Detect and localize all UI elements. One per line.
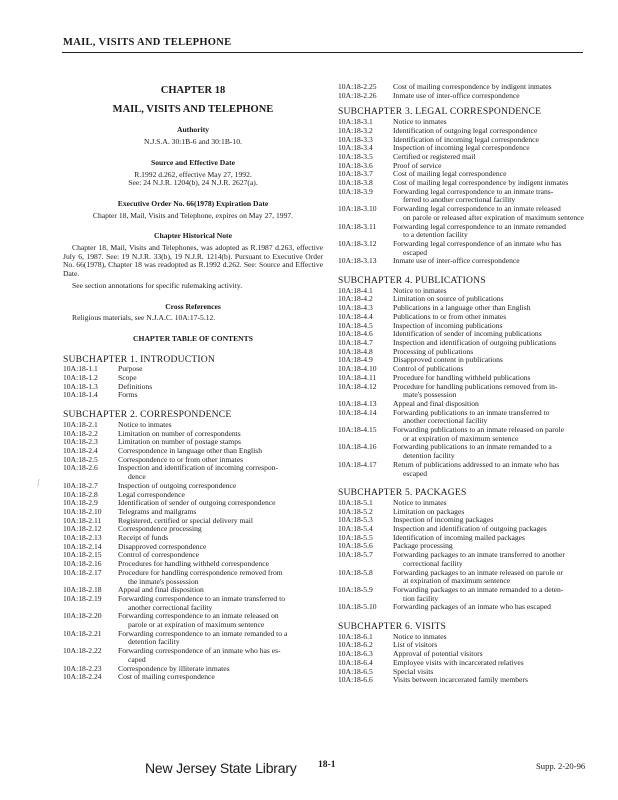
toc-entry [338,633,588,642]
toc-entry [338,443,588,460]
section-number: 10A:18-3.13 [338,256,377,266]
section-number: 10A:18-2.1 [63,419,98,429]
toc-entry [338,534,588,543]
section-title-text: Purpose [118,364,143,374]
toc-entry [63,525,323,534]
section-number: 10A:18-3.7 [338,169,373,179]
section-title-text: Control of publications [393,364,464,374]
section-title-text: Procedure for handling correspondence removed from [118,567,283,577]
toc-entry [338,383,588,400]
authority-heading: Authority [176,125,210,135]
section-number: 10A:18-2.25 [338,82,377,91]
section-title-text: Procedure for handling publications removed from in- [393,381,558,391]
section-title [393,409,588,426]
section-number: 10A:18-4.7 [338,337,373,347]
section-title-text: Forwarding correspondence of an inmate who has es- [118,646,281,656]
section-number: 10A:18-5.3 [338,515,373,525]
section-title-continuation: another correctional facility [403,416,488,426]
subchapter-entries [63,421,323,682]
section-number: 10A:18-1.1 [63,364,98,374]
section-title-text: Forwarding legal correspondence to an inmate released [393,204,561,214]
running-head: MAIL, VISITS AND TELEPHONE [63,37,232,48]
section-title-continuation: to a detention facility [403,230,468,240]
section-title-text: Inspection and identification of outgoing packages [393,524,547,534]
authority-text: N.J.S.A. 30:1B-6 and 30:1B-10. [144,137,242,147]
section-title-text: Forwarding correspondence to an inmate transferred to [118,593,285,603]
subchapter-heading: SUBCHAPTER 6. VISITS [338,621,447,633]
section-title-text: Notice to inmates [393,631,447,641]
section-title-text: Inspection of outgoing correspondence [118,480,237,490]
section-number: 10A:18-3.4 [338,143,373,153]
section-title-text: Identification of sender of incoming publications [393,329,542,339]
section-title [393,257,588,266]
section-title-continuation: another correctional facility [128,602,213,612]
section-number: 10A:18-5.4 [338,524,373,534]
toc-entry [338,676,588,685]
section-title [393,188,588,205]
subchapter-entries [338,633,588,685]
section-number: 10A:18-2.17 [63,567,102,577]
section-title [118,365,323,374]
section-title-continuation: detention facility [403,451,455,461]
toc-entry [63,482,323,491]
history-text: Chapter 18, Mail, Visits and Telephones, was adopted as R.1987 d.263, effective July 6, 1987. See: 19 N.J.R. 33(b), 19 N.J.R. 1214(b). Pursuant to Executive Order No. 66(1978), Chapter 18 was readopted as R.1992 d.262. See: Source and Effective Date. [63,243,323,279]
section-title-text: Forwarding publications to an inmate remanded to a [393,442,552,452]
section-title [118,647,323,664]
section-title [118,383,323,392]
section-title-continuation: escaped [403,468,428,478]
section-number: 10A:18-5.5 [338,532,373,542]
section-title-continuation: tion facility [403,593,439,603]
section-title-continuation: parole or at expiration of maximum sentence [128,620,265,630]
section-title-text: Forwarding publications to an inmate transferred to [393,407,550,417]
section-title-continuation: detention facility [128,637,180,647]
section-title [393,676,588,685]
section-title [393,586,588,603]
section-number: 10A:18-2.5 [63,454,98,464]
section-number: 10A:18-5.1 [338,497,373,507]
margin-mark: ⁄ [35,478,42,489]
section-title-text: Special visits [393,666,434,676]
section-title-text: Appeal and final disposition [393,398,479,408]
section-number: 10A:18-3.9 [338,186,373,196]
section-title-continuation: correctional facility [403,558,463,568]
supplement-date: Supp. 2-20-96 [536,761,586,771]
section-title-text: Employee visits with incarcerated relatives [393,657,524,667]
section-title [393,461,588,478]
section-title-text: Forwarding packages of an inmate who has escaped [393,602,551,612]
section-title-text: Notice to inmates [118,419,172,429]
section-title-continuation: dence [128,472,146,482]
section-title-text: Identification of outgoing legal correspondence [393,125,538,135]
section-number: 10A:18-4.4 [338,311,373,321]
section-number: 10A:18-6.2 [338,640,373,650]
section-title [118,612,323,629]
section-title-text: Disapproved content in publications [393,355,503,365]
toc-entry [63,569,323,586]
section-number: 10A:18-4.17 [338,459,377,469]
section-title-text: Correspondence by illiterate inmates [118,663,230,673]
section-number: 10A:18-3.6 [338,160,373,170]
section-title [118,464,323,481]
section-title-text: Visits between incarcerated family members [393,675,528,685]
toc-entry [63,673,323,682]
section-title [393,551,588,568]
section-number: 10A:18-2.9 [63,498,98,508]
section-number: 10A:18-4.5 [338,320,373,330]
section-title-text: Limitation on packages [393,506,465,516]
toc-entry [338,257,588,266]
section-title-text: Publications to or from other inmates [393,311,507,321]
toc-entry [338,409,588,426]
section-title-text: Package processing [393,541,453,551]
section-number: 10A:18-2.21 [63,628,102,638]
section-title-text: Control of correspondence [118,550,199,560]
section-title-continuation: caped [128,654,146,664]
section-title [118,673,323,682]
section-title-text: Proof of service [393,160,442,170]
header-rule [62,52,583,53]
section-title [118,595,323,612]
section-number: 10A:18-2.2 [63,428,98,438]
section-title-continuation: on parole or released after expiration of maximum sentence [403,212,584,222]
section-title [393,205,588,222]
section-number: 10A:18-3.12 [338,238,377,248]
section-title-text: Identification of sender of outgoing correspondence [118,498,276,508]
section-number: 10A:18-2.15 [63,550,102,560]
right-subchapter-list [338,108,588,685]
section-title-text: Forwarding packages to an inmate remanded to a deten- [393,584,564,594]
section-number: 10A:18-4.3 [338,303,373,313]
section-title-text: List of visitors [393,640,438,650]
section-number: 10A:18-4.16 [338,442,377,452]
section-title-text: Disapproved correspondence [118,541,207,551]
section-number: 10A:18-6.4 [338,657,373,667]
section-number: 10A:18-4.6 [338,329,373,339]
section-number: 10A:18-2.8 [63,489,98,499]
section-title-text: Forwarding legal correspondence of an inmate who has [393,238,562,248]
section-number: 10A:18-4.15 [338,425,377,435]
subchapter-entries [338,287,588,478]
section-title-text: Notice to inmates [393,117,447,127]
section-number: 10A:18-5.2 [338,506,373,516]
section-number: 10A:18-4.9 [338,355,373,365]
section-number: 10A:18-2.19 [63,593,102,603]
section-number: 10A:18-4.2 [338,294,373,304]
section-title-text: Definitions [118,381,153,391]
toc-entry [338,223,588,240]
section-title [118,630,323,647]
section-title-text: Inspection of incoming legal correspondence [393,143,530,153]
section-title-text: Procedures for handling withheld correspondence [118,559,269,569]
subchapter-heading: SUBCHAPTER 3. LEGAL CORRESPONDENCE [338,106,542,118]
toc-entry [63,365,323,374]
right-continued-entries [338,83,588,100]
section-number: 10A:18-3.5 [338,151,373,161]
section-number: 10A:18-2.10 [63,506,102,516]
section-title-text: Limitation on number of postage stamps [118,437,241,447]
section-title-text: Forwarding correspondence to an inmate released on [118,611,279,621]
section-number: 10A:18-4.8 [338,346,373,356]
section-number: 10A:18-4.10 [338,364,377,374]
toc-entry [338,188,588,205]
section-title-continuation: mate's possession [403,390,457,400]
toc-entry [338,153,588,162]
section-number: 10A:18-4.11 [338,372,377,382]
section-title-text: Forwarding correspondence to an inmate remanded to a [118,628,288,638]
section-title [393,92,588,101]
toc-entry [338,426,588,443]
section-title-text: Receipt of funds [118,533,169,543]
subchapter-heading: SUBCHAPTER 4. PUBLICATIONS [338,275,486,287]
toc-entry [63,383,323,392]
section-title-continuation: or at expiration of maximum sentence [403,433,519,443]
section-title-text: Correspondence processing [118,524,202,534]
section-number: 10A:18-1.4 [63,390,98,400]
section-title-text: Scope [118,373,137,383]
section-title-text: Legal correspondence [118,489,185,499]
section-number: 10A:18-2.4 [63,445,98,455]
exec-order-text: Chapter 18, Mail, Visits and Telephone, expires on May 27, 1997. [92,210,294,220]
section-title-text: Correspondence in language other than English [118,445,263,455]
section-title-text: Notice to inmates [393,285,447,295]
toc-entry [338,240,588,257]
section-title-text: Forwarding legal correspondence to an inmate remanded [393,221,566,231]
section-number: 10A:18-4.1 [338,285,373,295]
toc-entry [338,205,588,222]
section-number: 10A:18-2.16 [63,559,102,569]
section-title-text: Limitation on number of correspondents [118,428,241,438]
section-title [393,240,588,257]
section-number: 10A:18-2.26 [338,90,377,100]
section-title-text: Inmate use of inter-office correspondence [393,256,520,266]
section-number: 10A:18-2.24 [63,672,102,682]
section-title-text: Inspection and identification of incoming correspon- [118,463,279,473]
toc-entry [63,464,323,481]
subchapter-heading: SUBCHAPTER 1. INTRODUCTION [63,353,216,365]
subchapter-entries [63,365,323,400]
section-title-text: Inspection and identification of outgoing publications [393,337,557,347]
section-number: 10A:18-5.7 [338,550,373,560]
section-number: 10A:18-5.9 [338,584,373,594]
section-title-text: Inspection of incoming publications [393,320,503,330]
chapter-title: MAIL, VISITS AND TELEPHONE [112,103,274,115]
left-subchapter-list [63,353,323,682]
toc-entry [338,92,588,101]
section-title-continuation: at expiration of maximum sentence [403,576,511,586]
section-number: 10A:18-2.18 [63,585,102,595]
section-number: 10A:18-5.10 [338,602,377,612]
section-title-text: Approval of potential visitors [393,649,483,659]
section-number: 10A:18-2.3 [63,437,98,447]
section-title-text: Registered, certified or special delivery mail [118,515,253,525]
section-title-text: Publications in a language other than English [393,303,531,313]
section-title-text: Notice to inmates [393,497,447,507]
section-number: 10A:18-4.13 [338,398,377,408]
toc-entry [338,659,588,668]
section-number: 10A:18-2.6 [63,463,98,473]
section-title-text: Correspondence to or from other inmates [118,454,244,464]
section-number: 10A:18-3.3 [338,134,373,144]
section-number: 10A:18-3.10 [338,204,377,214]
crossref-heading: Cross References [165,301,221,311]
exec-order-heading: Executive Order No. 66(1978) Expiration Date [117,198,269,208]
section-title-text: Certified or registered mail [393,151,476,161]
crossref-text: Religious materials, see N.J.A.C. 10A:17-5.12. [72,313,216,323]
section-title-text: Cost of mailing correspondence by indigent inmates [393,82,552,91]
section-number: 10A:18-2.7 [63,480,98,490]
section-number: 10A:18-1.2 [63,373,98,383]
toc-entry [63,630,323,647]
section-title-text: Procedure for handling withheld publications [393,372,531,382]
annotations-note: See section annotations for specific rulemaking activity. [72,280,243,290]
left-column [63,85,323,682]
section-title [118,569,323,586]
section-number: 10A:18-3.11 [338,221,377,231]
source-line-2: See: 24 N.J.R. 1204(b), 24 N.J.R. 2627(a). [128,178,258,188]
section-title-text: Return of publications addressed to an inmate who has [393,459,560,469]
section-title [393,223,588,240]
toc-entry [338,551,588,568]
section-number: 10A:18-5.8 [338,567,373,577]
subchapter-heading: SUBCHAPTER 5. PACKAGES [338,487,467,499]
section-number: 10A:18-6.6 [338,675,373,685]
section-title [118,391,323,400]
toc-entry [63,647,323,664]
section-title-text: Forwarding packages to an inmate released on parole or [393,567,563,577]
section-number: 10A:18-2.14 [63,541,102,551]
section-title [393,603,588,612]
section-number: 10A:18-1.3 [63,381,98,391]
section-number: 10A:18-3.8 [338,178,373,188]
section-title-text: Forwarding publications to an inmate released on parole [393,425,565,435]
section-title-text: Forms [118,390,138,400]
section-number: 10A:18-3.1 [338,117,373,127]
section-title [393,426,588,443]
section-title-text: Forwarding packages to an inmate transferred to another [393,550,565,560]
toc-entry [338,603,588,612]
toc-entry [63,391,323,400]
section-number: 10A:18-3.2 [338,125,373,135]
section-number: 10A:18-6.1 [338,631,373,641]
section-number: 10A:18-2.22 [63,646,102,656]
section-number: 10A:18-4.12 [338,381,377,391]
chapter-number: CHAPTER 18 [160,85,226,96]
section-title-text: Cost of mailing legal correspondence by indigent inmates [393,178,569,188]
section-title-continuation: the inmate's possession [128,576,199,586]
subchapter-entries [338,499,588,612]
section-number: 10A:18-6.5 [338,666,373,676]
section-title-text: Cost of mailing correspondence [118,672,215,682]
section-title-continuation: escaped [403,247,428,257]
section-title-text: Processing of publications [393,346,474,356]
section-number: 10A:18-4.14 [338,407,377,417]
toc-entry [338,461,588,478]
section-title-text: Inmate use of inter-office correspondence [393,90,520,100]
section-number: 10A:18-2.23 [63,663,102,673]
section-title [393,383,588,400]
section-title-text: Cost of mailing legal correspondence [393,169,507,179]
source-line-1: R.1992 d.262, effective May 27, 1992. [134,169,252,179]
toc-entry [338,569,588,586]
section-title-text: Appeal and final disposition [118,585,204,595]
section-number: 10A:18-2.20 [63,611,102,621]
right-column [338,83,588,685]
toc-heading: CHAPTER TABLE OF CONTENTS [133,333,253,343]
section-title [393,443,588,460]
section-title-text: Telegrams and mailgrams [118,506,197,516]
section-title-text: Inspection of incoming packages [393,515,494,525]
section-number: 10A:18-5.6 [338,541,373,551]
section-title-text: Identification of incoming mailed packages [393,532,526,542]
section-title-text: Limitation on source of publications [393,294,504,304]
toc-entry [63,374,323,383]
section-title-text: Identification of incoming legal correspondence [393,134,539,144]
page-number: 18-1 [318,759,336,770]
library-stamp: New Jersey State Library [145,760,297,776]
section-title-continuation: ferred to another correctional facility [403,195,516,205]
section-number: 10A:18-6.3 [338,649,373,659]
section-number: 10A:18-2.12 [63,524,102,534]
section-number: 10A:18-2.11 [63,515,102,525]
history-heading: Chapter Historical Note [154,231,232,241]
section-title-text: Forwarding legal correspondence to an inmate trans- [393,186,554,196]
toc-entry [63,595,323,612]
toc-entry [63,612,323,629]
section-title [393,569,588,586]
section-number: 10A:18-2.13 [63,533,102,543]
subchapter-entries [338,118,588,266]
toc-entry [338,586,588,603]
source-heading: Source and Effective Date [150,157,235,167]
subchapter-heading: SUBCHAPTER 2. CORRESPONDENCE [63,409,232,421]
